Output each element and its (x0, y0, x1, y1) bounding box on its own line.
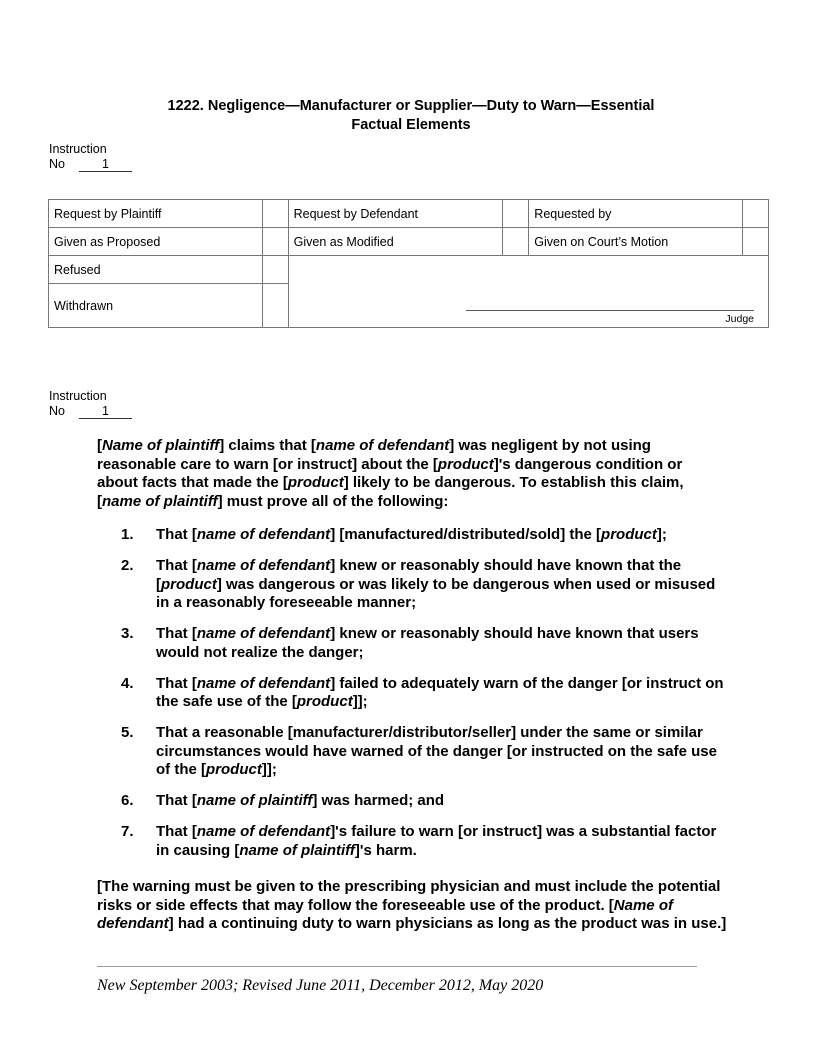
footer-divider (97, 966, 697, 967)
given-on-courts-motion-checkbox[interactable] (743, 228, 769, 256)
instruction-number-field[interactable]: 1 (79, 158, 132, 172)
item-text: That [name of defendant]'s failure to warn [or instruct] was a substantial factor in causing [name of plaintiff]'s harm. (156, 823, 717, 859)
title-line-2: Factual Elements (351, 117, 471, 133)
judge-label: Judge (725, 313, 754, 325)
no-label: No (49, 157, 65, 171)
item-text: That [name of defendant] knew or reasonably should have known that users would not realize the danger; (156, 625, 699, 661)
judge-signature-line[interactable] (466, 310, 754, 311)
document-title (0, 97, 816, 135)
list-item (97, 557, 727, 613)
given-as-proposed-label: Given as Proposed (49, 228, 263, 256)
title-line-1: 1222. Negligence—Manufacturer or Supplier—Duty to Warn—Essential (167, 98, 655, 114)
request-by-defendant-label: Request by Defendant (288, 200, 503, 228)
request-by-plaintiff-checkbox[interactable] (262, 200, 288, 228)
withdrawn-label: Withdrawn (49, 284, 263, 328)
item-number: 5. (121, 724, 134, 741)
table-row (49, 200, 769, 228)
list-item (97, 724, 727, 780)
item-text: That a reasonable [manufacturer/distributor/seller] under the same or similar circumstances would have warned of the danger [or instructed on the safe use of the [product]]; (156, 724, 717, 778)
instruction-number-block-top (49, 142, 132, 172)
list-item (97, 526, 727, 545)
item-number: 4. (121, 674, 134, 692)
given-as-modified-label: Given as Modified (288, 228, 503, 256)
list-item (97, 675, 727, 712)
instruction-disposition-table (48, 199, 769, 328)
item-number: 3. (121, 625, 134, 642)
withdrawn-checkbox[interactable] (262, 284, 288, 328)
essential-elements-list (97, 526, 727, 873)
instruction-number-field[interactable]: 1 (79, 405, 132, 419)
instruction-label: Instruction (49, 389, 107, 403)
item-text: That [name of defendant] knew or reasonably should have known that the [product] was dangerous or was likely to be dangerous when used or misused in a reasonably foreseeable manner; (156, 557, 716, 611)
list-item (97, 792, 727, 811)
intro-paragraph: [Name of plaintiff] claims that [name of defendant] was negligent by not using reasonable care to warn [or instruct] about the [product]'s dangerous condition or about facts that made the [product] likely to be dangerous. To establish this claim, [name of plaintiff] must prove all of the following: (97, 437, 684, 510)
list-item (97, 823, 727, 860)
requested-by-label: Requested by (529, 200, 743, 228)
item-number: 2. (121, 557, 134, 574)
revision-history: New September 2003; Revised June 2011, December 2012, May 2020 (97, 977, 544, 994)
table-row (49, 228, 769, 256)
table-row (49, 256, 769, 284)
list-item (97, 625, 727, 662)
item-number: 1. (121, 526, 134, 543)
refused-checkbox[interactable] (262, 256, 288, 284)
item-text: That [name of defendant] [manufactured/distributed/sold] the [product]; (156, 526, 667, 543)
item-text: That [name of plaintiff] was harmed; and (156, 792, 445, 809)
given-as-proposed-checkbox[interactable] (262, 228, 288, 256)
item-number: 7. (121, 823, 134, 840)
request-by-plaintiff-label: Request by Plaintiff (49, 200, 263, 228)
item-text: That [name of defendant] failed to adequately warn of the danger [or instruct on the safe use of the [product]]; (156, 674, 724, 710)
instruction-number-block-body (49, 389, 132, 419)
instruction-label: Instruction (49, 142, 107, 156)
closing-paragraph: [The warning must be given to the prescribing physician and must include the potential risks or side effects that may follow the foreseeable use of the product. [Name of defendant] had a continuing duty to warn physicians as long as the product was in use.] (97, 878, 727, 932)
no-label: No (49, 404, 65, 418)
requested-by-checkbox[interactable] (743, 200, 769, 228)
item-number: 6. (121, 792, 134, 809)
request-by-defendant-checkbox[interactable] (503, 200, 529, 228)
judge-signature-area (288, 256, 768, 328)
refused-label: Refused (49, 256, 263, 284)
given-on-courts-motion-label: Given on Court’s Motion (529, 228, 743, 256)
given-as-modified-checkbox[interactable] (503, 228, 529, 256)
